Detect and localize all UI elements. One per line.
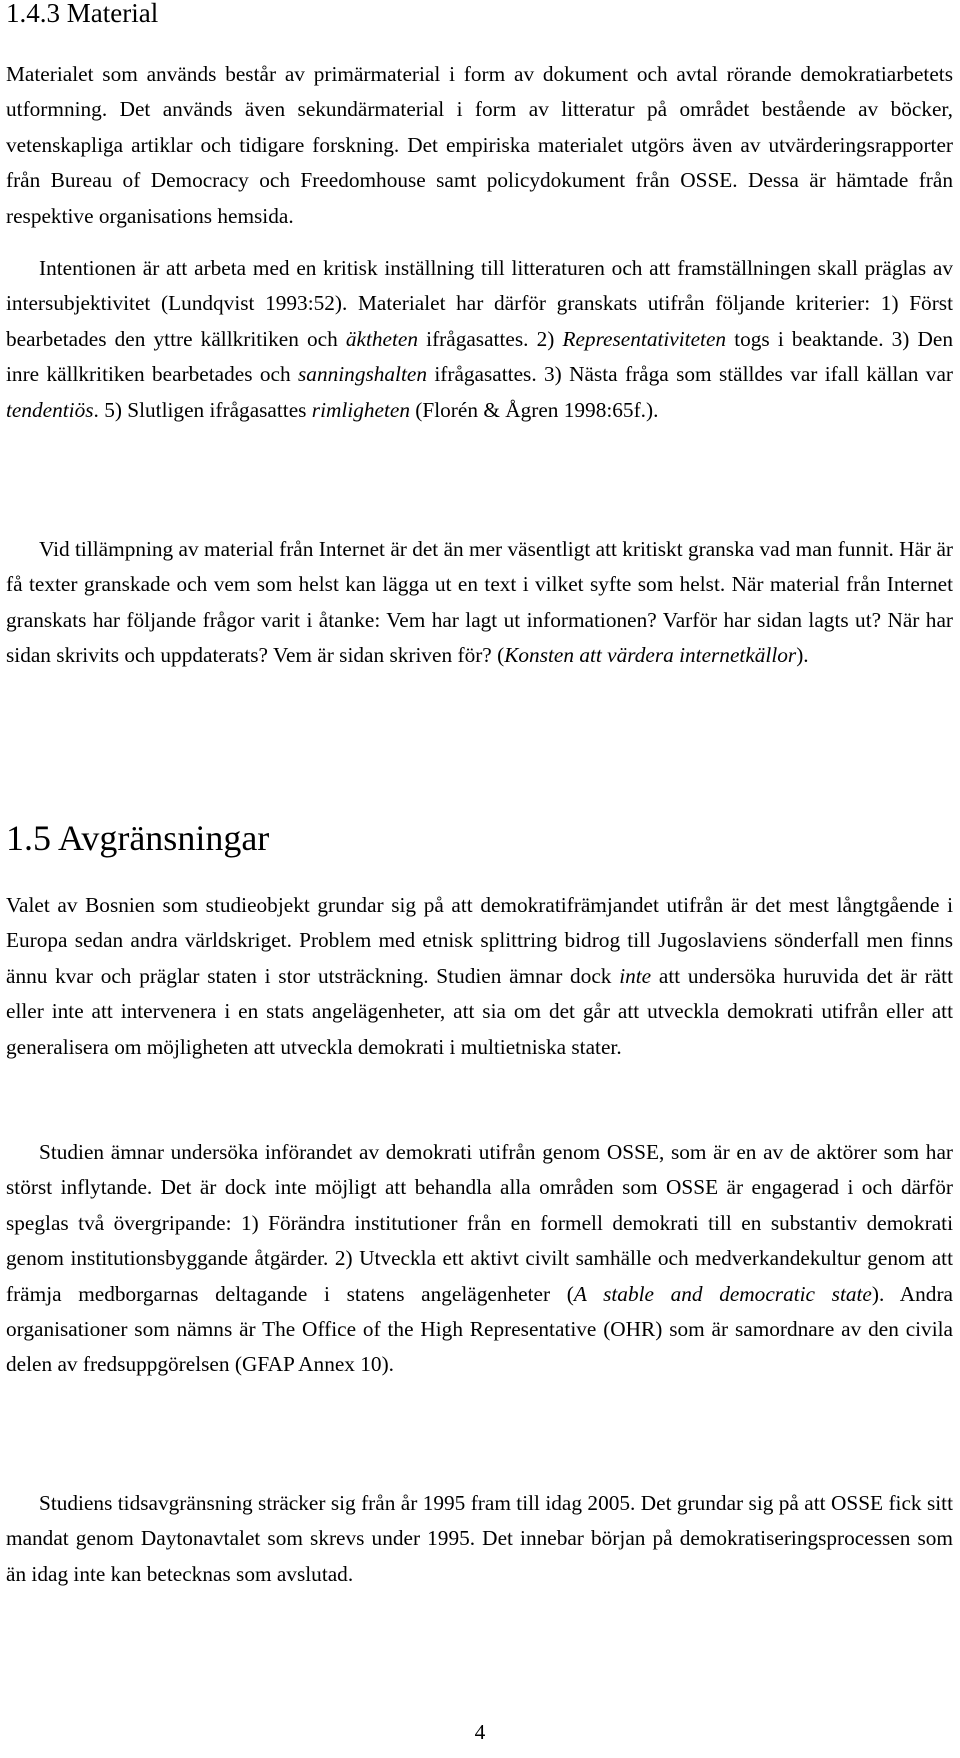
emphasis-text: Konsten att värdera internetkällor xyxy=(504,643,797,668)
emphasis-text: tendentiös xyxy=(6,397,94,422)
text-run: ifrågasattes. 2) xyxy=(418,326,563,351)
paragraph-material-sources: Materialet som används består av primärmaterial i form av dokument och avtal rörande demokratiarbetets utformning. Det används även sekundärmaterial i form av litteratur på området bestående av böcker, vetenskapliga artiklar och tidigare forskning. Det empiriska materialet utgörs även av utvärderingsrapporter från Bureau of Democracy och Freedomhouse samt policydokument från OSSE. Dessa är hämtade från respektive organisations hemsida. xyxy=(6,62,953,228)
paragraph-material-criteria xyxy=(6,251,953,428)
emphasis-text: äktheten xyxy=(345,326,419,351)
section-heading-material: 1.4.3 Material xyxy=(6,0,159,28)
page-number: 4 xyxy=(474,1720,486,1744)
text-run: ifrågasattes. 3) Nästa fråga som ställdes var ifall källan var xyxy=(426,362,954,387)
text-run: Intentionen är att arbeta med en kritisk inställning till litteraturen och att framställningen skall präglas av intersubjektivitet (Lundqvist 1993:52). Materialet har därför granskats utifrån följande kriterier: 1) Först bearbetades den yttre källkritiken och xyxy=(6,256,953,351)
text-run: Studien ämnar undersöka införandet av demokrati utifrån genom OSSE, som är en av de aktörer som har störst inflytande. Det är dock inte möjligt att behandla alla områden som OSSE är engagerad i och därför speglas två övergripande: 1) Förändra institutioner från en formell demokrati till en substantiv demokrati genom institutionsbyggande åtgärder. 2) Utveckla ett aktivt civilt samhälle och medverkandekultur genom att främja medborgarnas deltagande i statens angelägenheter ( xyxy=(6,1140,953,1306)
emphasis-text: A stable and democratic state xyxy=(573,1281,872,1306)
emphasis-text: rimligheten xyxy=(311,397,410,422)
text-run: ). xyxy=(796,643,809,668)
paragraph-time-scope: Studiens tidsavgränsning sträcker sig från år 1995 fram till idag 2005. Det grundar sig på att OSSE fick sitt mandat genom Daytonavtalet som skrevs under 1995. Det innebar början på demokratiseringsprocessen som än idag inte kan betecknas som avslutad. xyxy=(6,1491,953,1586)
paragraph-internet-sources xyxy=(6,532,953,674)
text-run: Vid tillämpning av material från Internet är det än mer väsentligt att kritiskt granska vad man funnit. Här är få texter granskade och vem som helst kan lägga ut en text i vilket syfte som helst. När material från Internet granskats har följande frågor varit i åtanke: Vem har lagt ut informationen? Varför har sidan lagts ut? När har sidan skrivits och uppdaterats? Vem är sidan skriven för? ( xyxy=(6,537,953,668)
text-run: . 5) Slutligen ifrågasattes xyxy=(93,397,312,422)
emphasis-text: sanningshalten xyxy=(298,362,427,387)
text-run: att undersöka huruvida det är rätt eller inte att intervenera i en stats angelägenheter, att sia om det går att utveckla demokrati utifrån eller att generalisera om möjligheten att utveckla demokrati i multietniska stater. xyxy=(6,963,954,1059)
text-run: (Florén & Ågren 1998:65f.). xyxy=(409,397,659,422)
paragraph-osse-scope xyxy=(6,1135,953,1383)
text-run: togs i beaktande. 3) Den inre källkritiken bearbetades och xyxy=(6,326,954,387)
emphasis-text: inte xyxy=(619,963,652,988)
section-heading-avgransningar: 1.5 Avgränsningar xyxy=(6,818,270,858)
paragraph-bosnia-study xyxy=(6,888,953,1065)
text-run: Valet av Bosnien som studieobjekt grundar sig på att demokratifrämjandet utifrån är det mest långtgående i Europa sedan andra världskriget. Problem med etnisk splittring bidrog till Jugoslaviens sönderfall men finns ännu kvar och präglar staten i stor utsträckning. Studien ämnar dock xyxy=(6,893,953,988)
text-run: ). Andra organisationer som nämns är The Office of the High Representative (OHR) som är samordnare av den civila delen av fredsuppgörelsen (GFAP Annex 10). xyxy=(6,1281,953,1377)
emphasis-text: Representativiteten xyxy=(562,326,727,351)
